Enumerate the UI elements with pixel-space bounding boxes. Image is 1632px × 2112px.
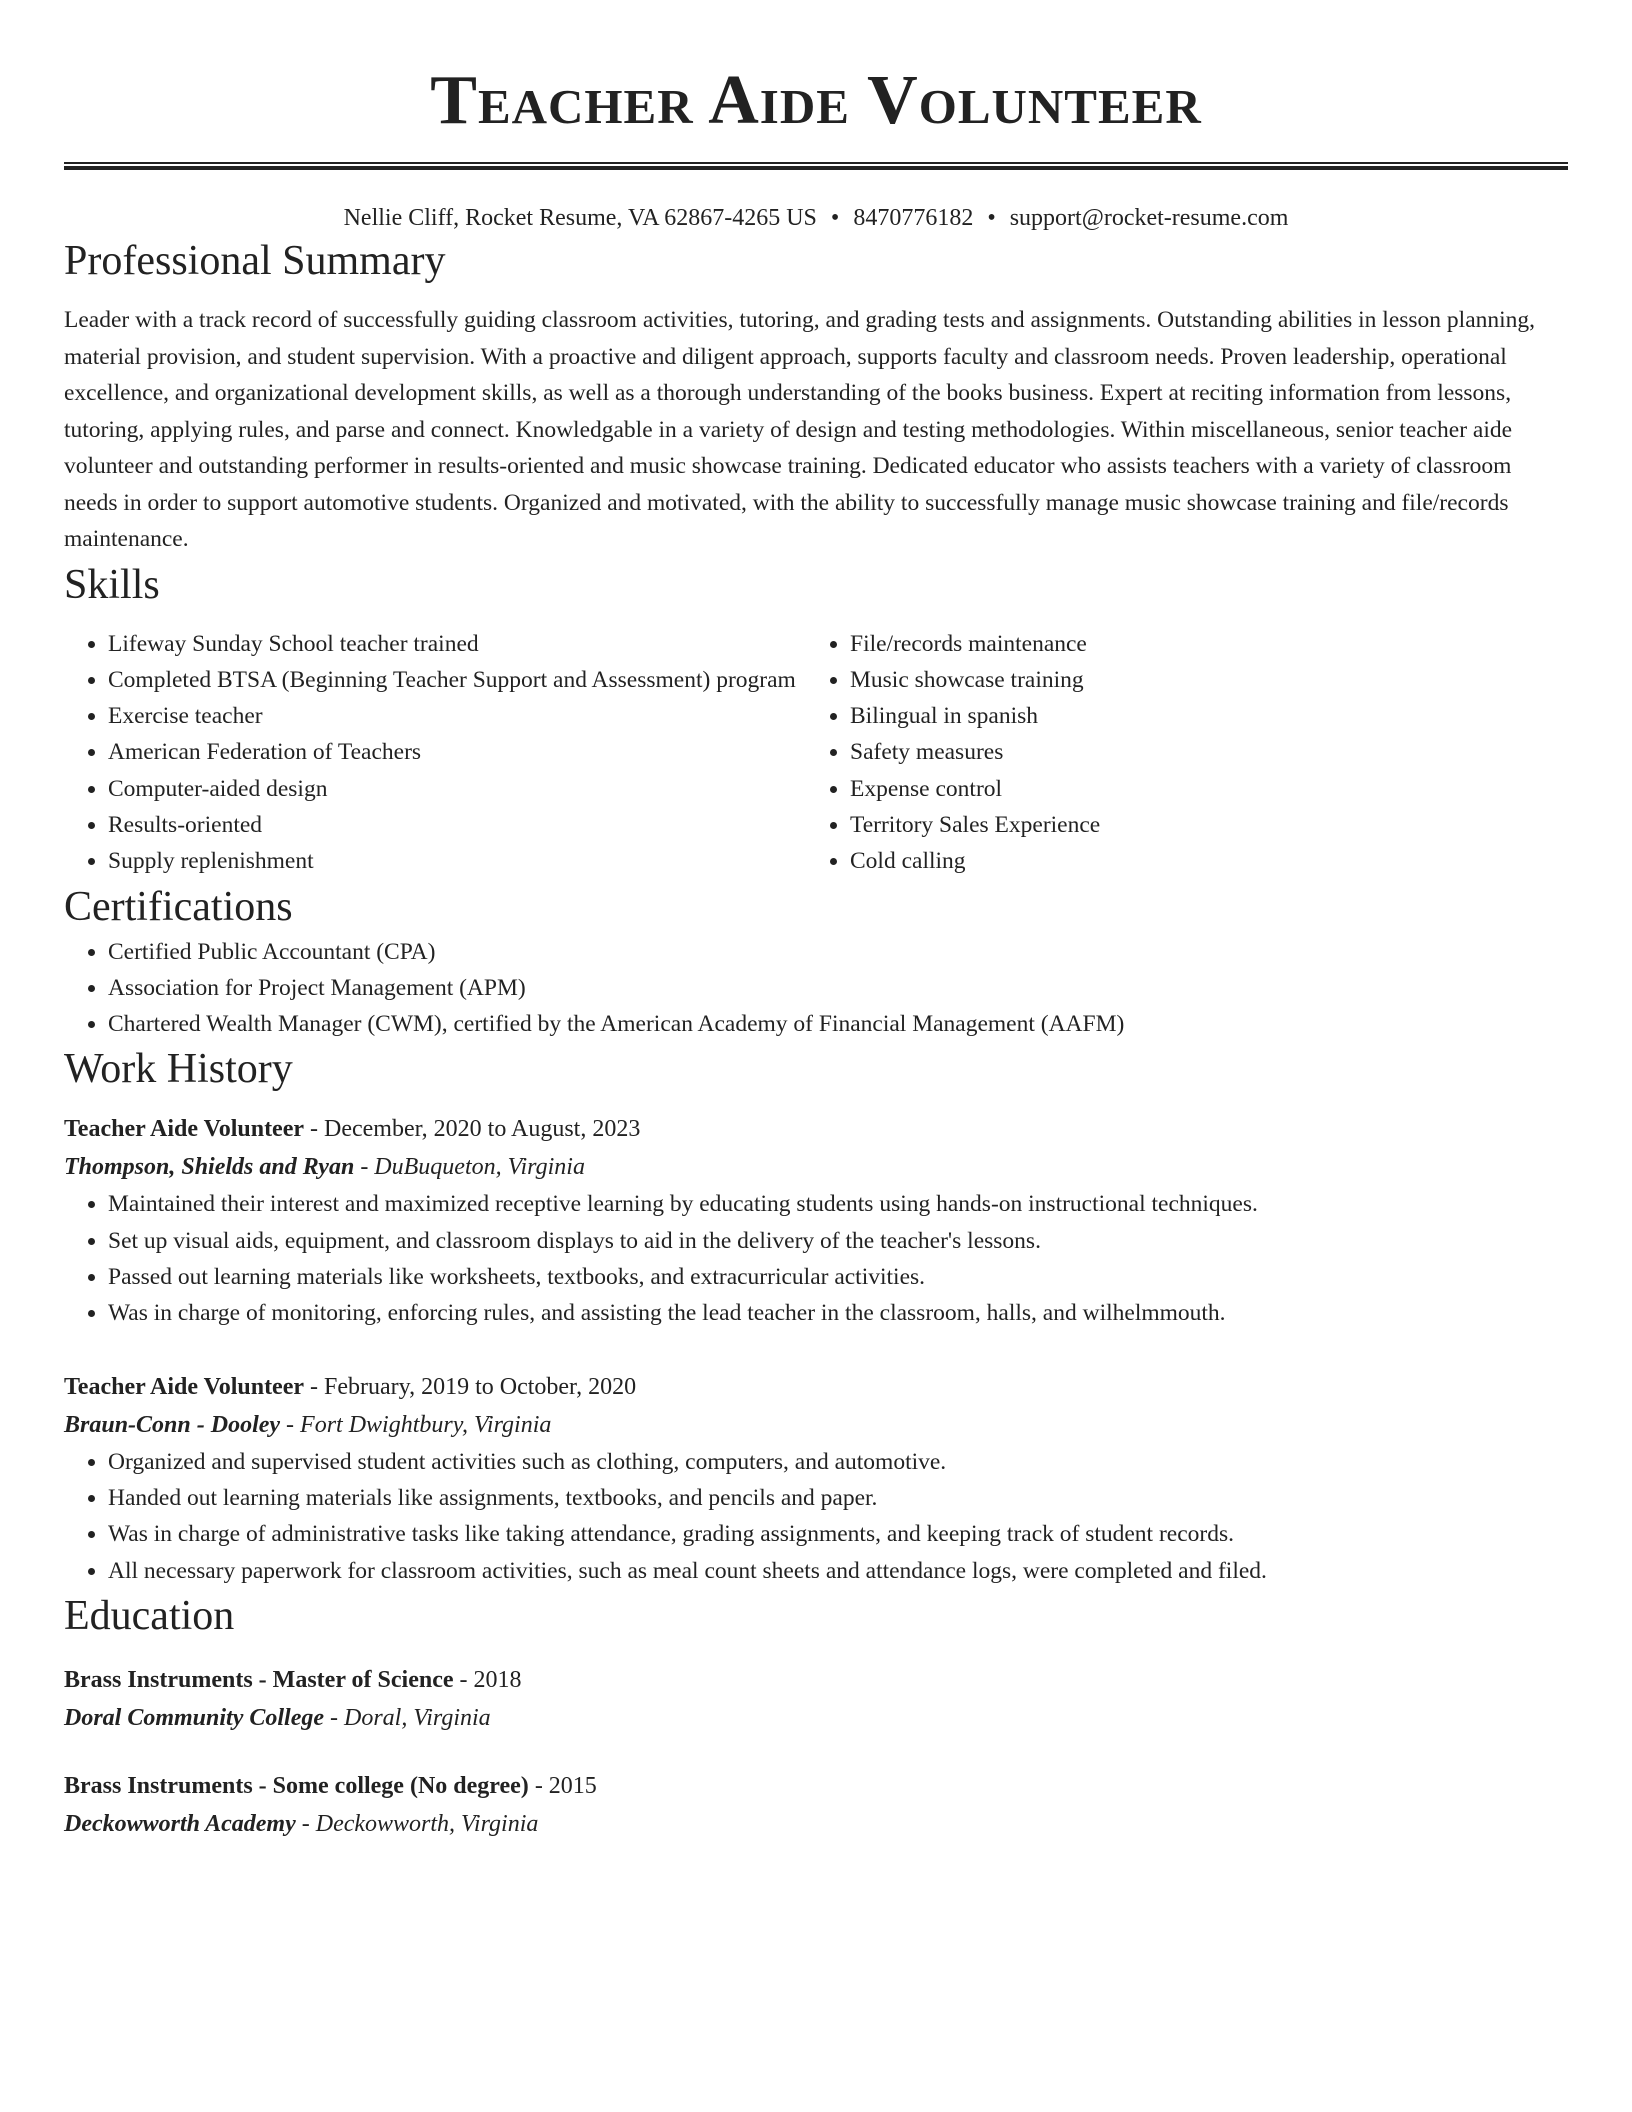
job-bullet: • Handed out learning materials like assignments, textbooks, and pencils and paper. (108, 1480, 1568, 1516)
certification-item: • Association for Project Management (APM) (108, 970, 1568, 1006)
education-heading: Education (64, 1592, 235, 1639)
job-dates: - February, 2019 to October, 2020 (304, 1373, 637, 1400)
school-line (64, 1805, 1568, 1843)
skill-item: • Supply replenishment (108, 843, 806, 879)
degree-line (64, 1767, 1568, 1805)
degree-year: - 2018 (453, 1666, 522, 1693)
job-location: - DuBuqueton, Virginia (354, 1154, 585, 1181)
job-company-line (64, 1406, 1568, 1444)
skill-item: • Cold calling (850, 843, 1566, 879)
school-name: Deckowworth Academy (64, 1810, 296, 1837)
skill-item: • Bilingual in spanish (850, 698, 1566, 734)
job-company-line (64, 1148, 1568, 1186)
skill-item: • Music showcase training (850, 662, 1566, 698)
skill-item: • Lifeway Sunday School teacher trained (108, 626, 806, 662)
degree-name: Brass Instruments - Some college (No degree) (64, 1772, 529, 1799)
summary-text: Leader with a track record of successfully guiding classroom activities, tutoring, and grading tests and assignments. Outstanding abilities in lesson planning, material provision, and student supervision. With a proactive and diligent approach, supports faculty and classroom needs. Proven leadership, operational excellence, and organizational development skills, as well as a thorough understanding of the books business. Expert at reciting information from lessons, tutoring, applying rules, and parse and connect. Knowledgable in a variety of design and testing methodologies. Within miscellaneous, senior teacher aide volunteer and outstanding performer in results-oriented and music showcase training. Dedicated educator who assists teachers with a variety of classroom needs in order to support automotive students. Organized and motivated, with the ability to successfully manage music showcase training and file/records maintenance. (64, 307, 1536, 552)
job-role: Teacher Aide Volunteer (64, 1116, 305, 1143)
contact-separator: • (987, 205, 996, 231)
school-line (64, 1699, 1568, 1737)
job-bullet: • All necessary paperwork for classroom activities, such as meal count sheets and attendance logs, were completed and filed. (108, 1553, 1568, 1589)
contact-phone: 8470776182 (853, 205, 974, 231)
job-bullet-list (64, 1444, 1568, 1589)
job-title-line (64, 1110, 1568, 1148)
job-company: Braun-Conn - Dooley (64, 1411, 281, 1438)
skills-columns (64, 626, 1568, 880)
school-location: - Doral, Virginia (324, 1704, 491, 1731)
job-bullet: • Was in charge of monitoring, enforcing rules, and assisting the lead teacher in the classroom, halls, and wilhelmmouth. (108, 1295, 1568, 1331)
education-entry (64, 1661, 1568, 1737)
job-bullet-list (64, 1186, 1568, 1331)
work-entry (64, 1368, 1568, 1589)
contact-line (64, 202, 1568, 234)
skill-item: • File/records maintenance (850, 626, 1566, 662)
skills-heading: Skills (64, 561, 160, 608)
skill-item: • Results-oriented (108, 807, 806, 843)
certification-item: • Certified Public Accountant (CPA) (108, 934, 1568, 970)
skill-item: • Safety measures (850, 734, 1566, 770)
degree-name: Brass Instruments - Master of Science (64, 1666, 454, 1693)
degree-line (64, 1661, 1568, 1699)
contact-address: Nellie Cliff, Rocket Resume, VA 62867-4265 US (343, 205, 817, 231)
summary-heading: Professional Summary (64, 238, 446, 284)
skill-item: • Completed BTSA (Beginning Teacher Support and Assessment) program (108, 662, 806, 698)
job-bullet: • Was in charge of administrative tasks like taking attendance, grading assignments, and keeping track of student records. (108, 1516, 1568, 1552)
work-entry (64, 1110, 1568, 1331)
degree-year: - 2015 (528, 1772, 597, 1799)
skill-item: • American Federation of Teachers (108, 734, 806, 770)
job-title-line (64, 1368, 1568, 1406)
certifications-heading: Certifications (64, 883, 293, 930)
skills-list-left (64, 626, 806, 880)
contact-separator: • (830, 205, 840, 231)
skills-list-right (806, 626, 1566, 880)
job-bullet: • Passed out learning materials like worksheets, textbooks, and extracurricular activities. (108, 1259, 1568, 1295)
job-role: Teacher Aide Volunteer (64, 1373, 305, 1400)
skill-item: • Computer-aided design (108, 771, 806, 807)
resume-name-heading: Teacher Aide Volunteer (430, 62, 1202, 139)
education-entry (64, 1767, 1568, 1843)
job-bullet: • Organized and supervised student activities such as clothing, computers, and automotive. (108, 1444, 1568, 1480)
job-bullet: • Set up visual aids, equipment, and classroom displays to aid in the delivery of the teacher's lessons. (108, 1223, 1568, 1259)
work-history-heading: Work History (64, 1046, 293, 1093)
certification-item: • Chartered Wealth Manager (CWM), certified by the American Academy of Financial Management (AAFM) (108, 1006, 1568, 1042)
contact-email: support@rocket-resume.com (1009, 205, 1289, 231)
school-location: - Deckowworth, Virginia (295, 1810, 539, 1837)
skill-item: • Exercise teacher (108, 698, 806, 734)
header-double-rule (64, 162, 1568, 170)
school-name: Doral Community College (64, 1704, 325, 1731)
job-company: Thompson, Shields and Ryan (64, 1154, 355, 1181)
certifications-list (64, 934, 1568, 1043)
job-bullet: • Maintained their interest and maximized receptive learning by educating students using hands-on instructional techniques. (108, 1186, 1568, 1222)
job-dates: - December, 2020 to August, 2023 (304, 1116, 641, 1143)
skill-item: • Territory Sales Experience (850, 807, 1566, 843)
job-location: - Fort Dwightbury, Virginia (280, 1411, 552, 1438)
skill-item: • Expense control (850, 771, 1566, 807)
